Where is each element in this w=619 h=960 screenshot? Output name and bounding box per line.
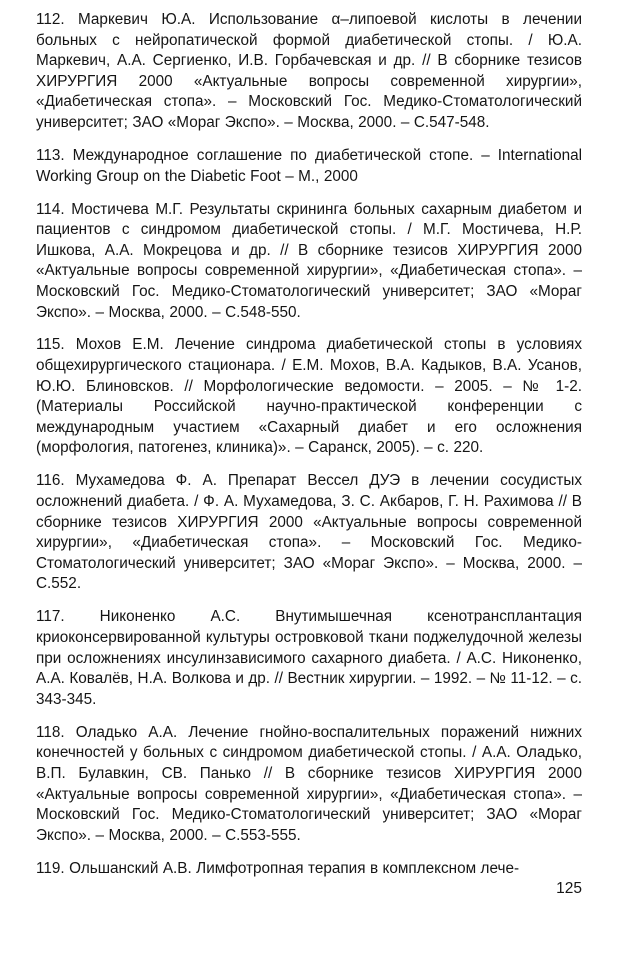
reference-item-116: 116. Мухамедова Ф. А. Препарат Вессел ДУЭ в лечении сосудистых осложнений диабета. / Ф. А. Мухамедова, З. С. Акбаров, Г. Н. Рахимова // В сборнике тезисов ХИРУРГИЯ 2000 «Актуальные вопросы современной хирургии», «Диабетическая стопа». – Московский Гос. Медико-Стоматологический университет; ЗАО «Мораг Экспо». – Москва, 2000. – С.552.	[36, 472, 582, 593]
reference-item-112: 112. Маркевич Ю.А. Использование α–липоевой кислоты в лечении больных с нейропатической формой диабетической стопы. / Ю.А. Маркевич, А.А. Сергиенко, И.В. Горбачевская и др. // В сборнике тезисов ХИРУРГИЯ 2000 «Актуальные вопросы современной хирургии», «Диабетическая стопа». – Московский Гос. Медико-Стоматологический университет; ЗАО «Мораг Экспо». – Москва, 2000. – С.547-548.	[36, 11, 582, 131]
reference-list	[36, 10, 582, 879]
reference-item-118: 118. Оладько А.А. Лечение гнойно-воспалительных поражений нижних конечностей у больных с синдромом диабетической стопы. / А.А. Оладько, В.П. Булавкин, СВ. Панько // В сборнике тезисов ХИРУРГИЯ 2000 «Актуальные вопросы современной хирургии», «Диабетическая стопа». – Московский Гос. Медико-Стоматологический университет; ЗАО «Мораг Экспо». – Москва, 2000. – С.553-555.	[36, 723, 582, 844]
page-number: 125	[556, 880, 582, 897]
reference-item-114: 114. Мостичева М.Г. Результаты скрининга больных сахарным диабетом и пациентов с синдромом диабетической стопы. / М.Г. Мостичева, Н.Р. Ишкова, А.А. Мокрецова и др. // В сборнике тезисов ХИРУРГИЯ 2000 «Актуальные вопросы современной хирургии», «Диабетическая стопа». – Московский Гос. Медико-Стоматологический университет; ЗАО «Мораг Экспо». – Москва, 2000. – С.548-550.	[36, 200, 582, 321]
reference-item-113: 113. Международное соглашение по диабетической стопе. – International Working Group on the Diabetic Foot – М., 2000	[36, 146, 582, 185]
reference-item-115: 115. Мохов Е.М. Лечение синдрома диабетической стопы в условиях общехирургического стационара. / Е.М. Мохов, В.А. Кадыков, В.А. Усанов, Ю.Ю. Блиновсков. // Морфологические ведомости. – 2005. – № 1-2. (Материалы Российской научно-практической конференции с международным участием «Сахарный диабет и его осложнения (морфология, патогенез, клиника)». – Саранск, 2005). – с. 220.	[36, 336, 582, 457]
reference-item-119: 119. Ольшанский А.В. Лимфотропная терапия в комплексном лече-	[36, 859, 520, 877]
document-page	[36, 10, 582, 892]
reference-item-117: 117. Никоненко А.С. Внутимышечная ксенотрансплантация криоконсервированной культуры островковой ткани поджелудочной железы при осложнениях инсулинзависимого сахарного диабета. / А.С. Никоненко, А.А. Ковалёв, Н.А. Волкова и др. // Вестник хирургии. – 1992. – № 11-12. – с. 343-345.	[36, 608, 582, 708]
